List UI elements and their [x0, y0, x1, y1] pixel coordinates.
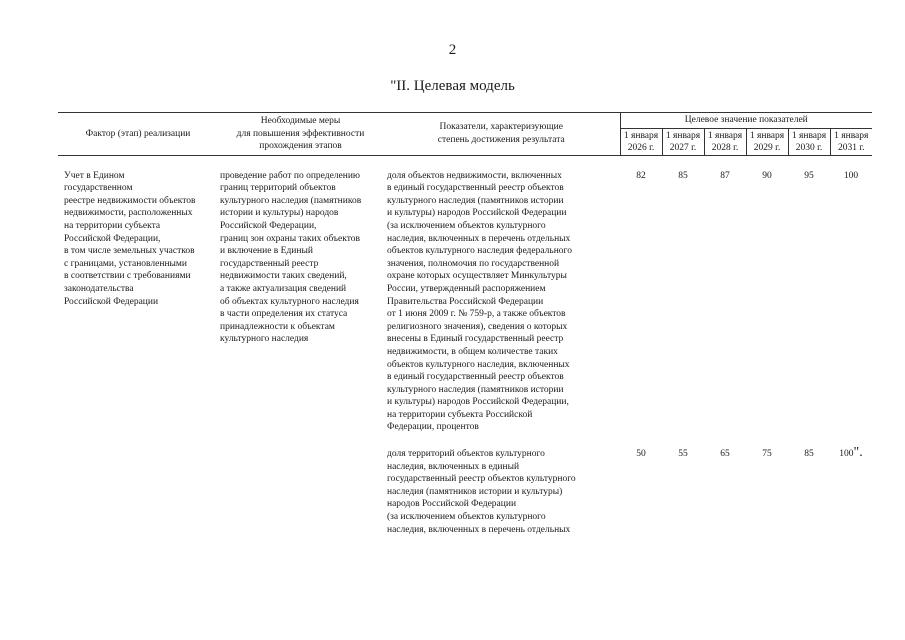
header-year: 1 января 2030 г.	[788, 128, 830, 155]
header-year: 1 января 2027 г.	[662, 128, 704, 155]
header-year: 1 января 2026 г.	[620, 128, 662, 155]
table-row	[58, 155, 872, 434]
factor-cell: Учет в Едином государственном реестре недвижимости объектов недвижимости, расположенных на территории субъекта Российской Федерации, в том числе земельных участков с границами, установленными в соответствии с требованиями законодательства Российской Федерации	[64, 170, 196, 307]
header-measures: Необходимые меры для повышения эффективности прохождения этапов	[218, 113, 383, 156]
value-cell: 85	[804, 449, 814, 460]
value-text: 100	[839, 449, 854, 460]
value-cell: 95	[804, 170, 814, 181]
indicator-cell: доля территорий объектов культурного наследия, включенных в единый государственный реестр объектов культурного наследия (памятников истории и культуры) народов Российской Федерации (за исключением объектов культурного наследия, включенных в перечень отдельных	[387, 449, 576, 535]
value-cell: 85	[678, 170, 688, 181]
value-cell: 55	[678, 449, 688, 460]
value-cell	[830, 434, 872, 536]
value-cell: 65	[720, 449, 730, 460]
header-indicators: Показатели, характеризующие степень достижения результата	[383, 113, 620, 156]
header-target-values: Целевое значение показателей	[620, 113, 872, 129]
page-number: 2	[448, 42, 457, 58]
value-cell: 90	[762, 170, 772, 181]
value-cell: 82	[636, 170, 646, 181]
header-factor: Фактор (этап) реализации	[58, 113, 218, 156]
target-model-table	[58, 112, 872, 536]
value-cell: 75	[762, 449, 772, 460]
header-year: 1 января 2031 г.	[830, 128, 872, 155]
value-cell: 50	[636, 449, 646, 460]
value-cell: 100	[843, 170, 859, 181]
header-year: 1 января 2029 г.	[746, 128, 788, 155]
table-header-row	[58, 113, 872, 129]
section-title: "II. Целевая модель	[390, 78, 515, 94]
indicator-cell: доля объектов недвижимости, включенных в единый государственный реестр объектов культурного наследия (памятников истории и культуры) народов Российской Федерации (за исключением объектов культурного наследия, включенных в перечень отдельных объектов культурного наследия федерального значения, полномочия по государственной охране которых осуществляет Минкультуры России, утвержденный распоряжением Правительства Российской Федерации от 1 июня 2009 г. № 759-р, а также объектов религиозного значения), сведения о которых внесены в Единый государственный реестр недвижимости, в общем количестве таких объектов культурного наследия, включенных в единый государственный реестр объектов культурного наследия (памятников истории и культуры) народов Российской Федерации, на территории субъекта Российской Федерации, процентов	[387, 170, 572, 433]
value-cell: 87	[720, 170, 730, 181]
measures-cell: проведение работ по определению границ территорий объектов культурного наследия (памятников истории и культуры) народов Российской Федерации, границ зон охраны таких объектов и включение в Единый государственный реестр недвижимости таких сведений, а также актуализация сведений об объектах культурного наследия в части определения их статуса принадлежности к объектам культурного наследия	[220, 170, 362, 345]
header-year: 1 января 2028 г.	[704, 128, 746, 155]
closing-quote-mark: ".	[853, 445, 863, 461]
